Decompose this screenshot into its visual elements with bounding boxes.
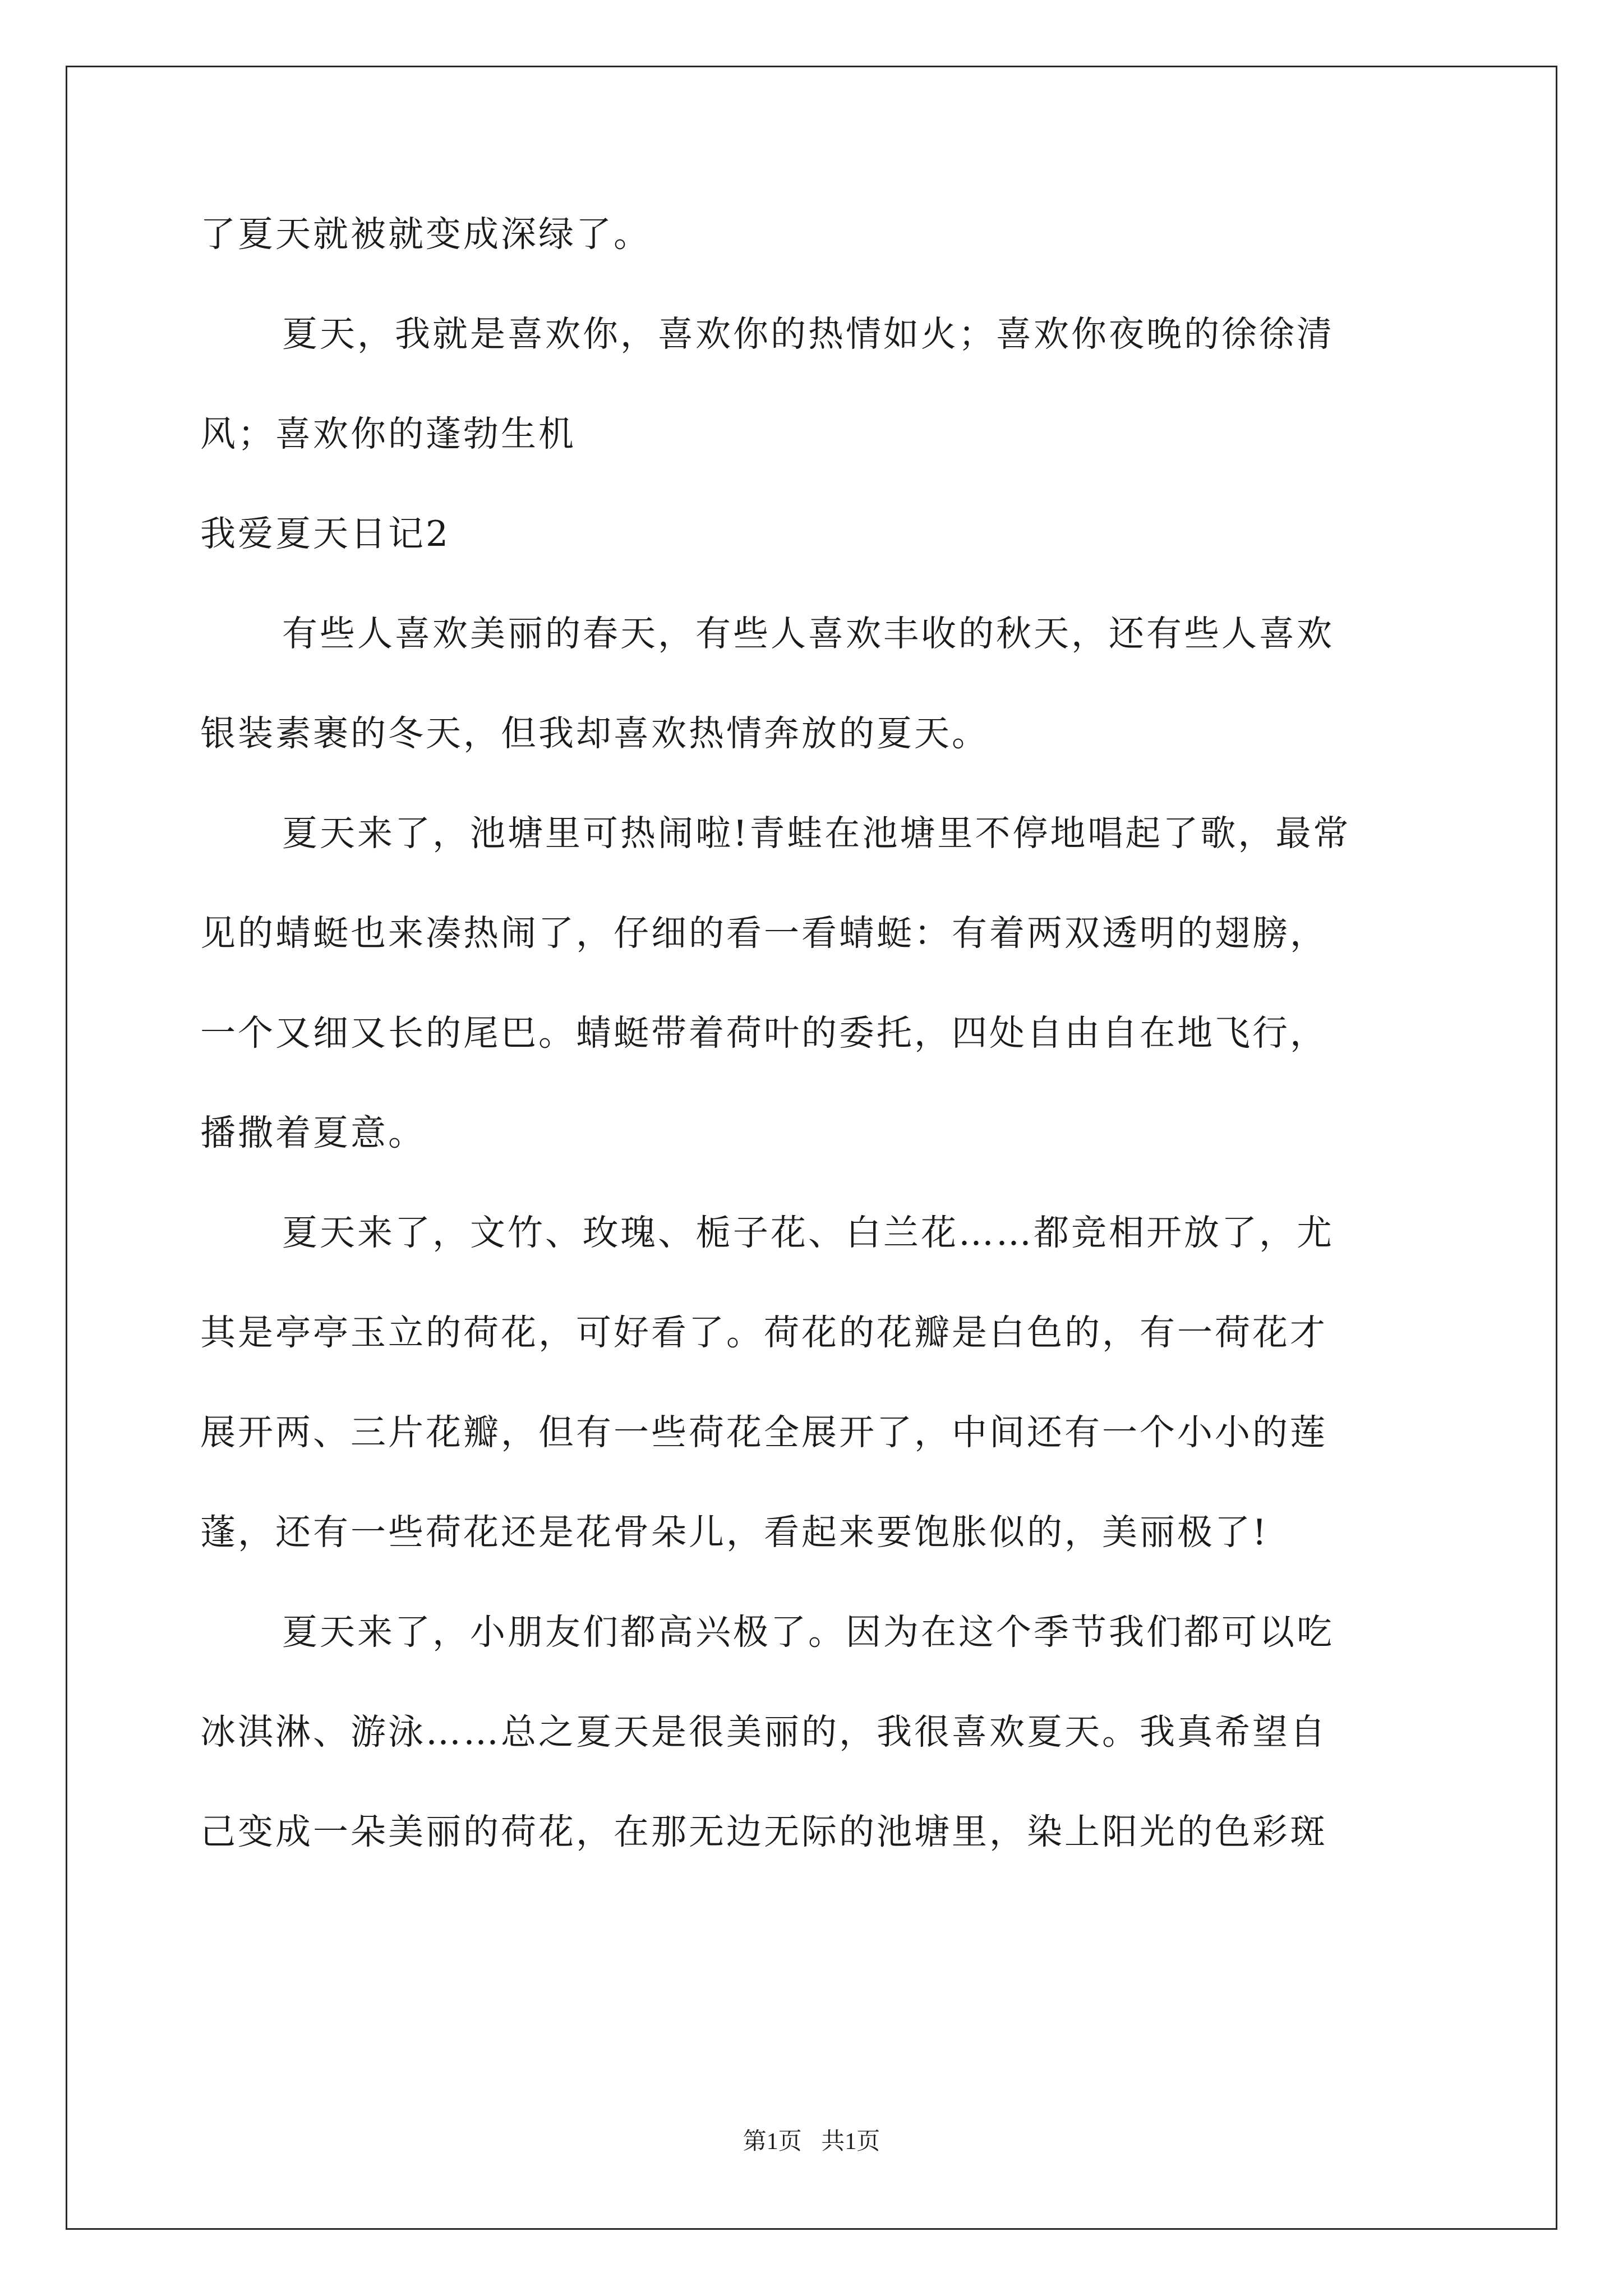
text-line: 己变成一朵美丽的荷花，在那无边无际的池塘里，染上阳光的色彩斑 <box>200 1811 1327 1852</box>
text-line: 一个又细又长的尾巴。蜻蜓带着荷叶的委托，四处自由自在地飞行， <box>200 1013 1327 1053</box>
paragraph-start: 夏天，我就是喜欢你，喜欢你的热情如火；喜欢你夜晚的徐徐清 <box>282 314 1334 355</box>
text-line: 其是亭亭玉立的荷花，可好看了。荷花的花瓣是白色的，有一荷花才 <box>200 1312 1327 1353</box>
paragraph-start: 夏天来了，池塘里可热闹啦!青蛙在池塘里不停地唱起了歌，最常 <box>282 813 1351 854</box>
paragraph-start: 有些人喜欢美丽的春天，有些人喜欢丰收的秋天，还有些人喜欢 <box>282 613 1334 654</box>
page-total: 共1页 <box>821 2129 880 2155</box>
page-number: 第1页 <box>743 2129 802 2155</box>
text-line: 展开两、三片花瓣，但有一些荷花全展开了，中间还有一个小小的莲 <box>200 1412 1327 1453</box>
text-line: 银装素裹的冬天，但我却喜欢热情奔放的夏天。 <box>200 713 989 754</box>
section-heading: 我爱夏天日记2 <box>200 513 451 554</box>
paragraph-start: 夏天来了，文竹、玫瑰、栀子花、白兰花……都竞相开放了，尤 <box>282 1212 1334 1253</box>
text-line: 了夏天就被就变成深绿了。 <box>200 214 651 255</box>
text-line: 见的蜻蜓也来凑热闹了，仔细的看一看蜻蜓：有着两双透明的翅膀， <box>200 913 1327 954</box>
text-line: 冰淇淋、游泳……总之夏天是很美丽的，我很喜欢夏天。我真希望自 <box>200 1711 1327 1752</box>
text-line: 蓬，还有一些荷花还是花骨朵儿，看起来要饱胀似的，美丽极了! <box>200 1512 1269 1553</box>
text-line: 播撒着夏意。 <box>200 1112 426 1153</box>
text-line: 风；喜欢你的蓬勃生机 <box>200 413 576 454</box>
paragraph-start: 夏天来了，小朋友们都高兴极了。因为在这个季节我们都可以吃 <box>282 1612 1334 1653</box>
page-footer <box>0 2126 1623 2157</box>
